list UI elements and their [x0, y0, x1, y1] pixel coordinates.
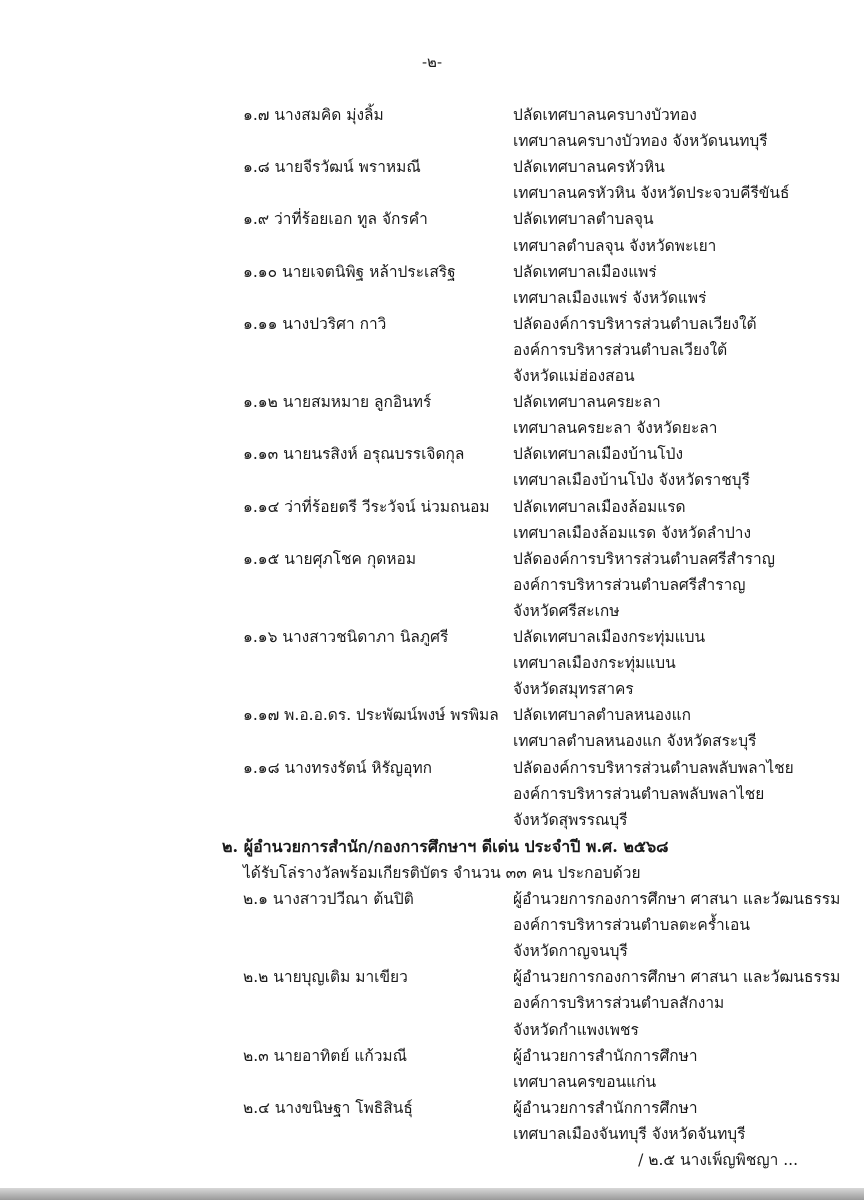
- entry-name: ๑.๑๗ พ.อ.อ.ดร. ประพัฒน์พงษ์ พรพิมล: [243, 706, 499, 725]
- entry-position-line: จังหวัดสุพรรณบุรี: [513, 810, 628, 829]
- entry-position-line: เทศบาลเมืองกระทุ่มแบน: [513, 654, 676, 673]
- entry-position-line: เทศบาลนครหัวหิน จังหวัดประจวบคีรีขันธ์: [513, 184, 790, 203]
- entry-position-line: องค์การบริหารส่วนตำบลเวียงใต้: [513, 340, 728, 359]
- entry-position-line: เทศบาลนครยะลา จังหวัดยะลา: [513, 419, 718, 438]
- entry-position-line: ผู้อำนวยการกองการศึกษา ศาสนา และวัฒนธรรม: [513, 890, 841, 908]
- entry-position-line: ปลัดเทศบาลตำบลจุน: [513, 210, 654, 229]
- entry-name: ๑.๘ นายจีรวัฒน์ พราหมณี: [243, 158, 421, 177]
- continuation-note: / ๒.๕ นางเพ็ญพิชญา ...: [638, 1151, 798, 1169]
- entry-position-line: เทศบาลตำบลหนองแก จังหวัดสระบุรี: [513, 732, 757, 751]
- entry-position-line: เทศบาลเมืองแพร่ จังหวัดแพร่: [513, 288, 707, 307]
- entry-position-line: ปลัดเทศบาลเมืองบ้านโป่ง: [513, 445, 684, 464]
- entry-name: ๒.๓ นายอาทิตย์ แก้วมณี: [243, 1046, 408, 1065]
- entry-name: ๑.๑๒ นายสมหมาย ลูกอินทร์: [243, 393, 432, 412]
- entry-position-line: ปลัดองค์การบริหารส่วนตำบลศรีสำราญ: [513, 549, 775, 568]
- entry-position-line: เทศบาลนครขอนแก่น: [513, 1072, 657, 1091]
- entry-name: ๑.๑๑ นางปวริศา กาวิ: [243, 314, 387, 333]
- entry-position-line: จังหวัดสมุทรสาคร: [513, 680, 634, 699]
- entry-position-line: เทศบาลนครบางบัวทอง จังหวัดนนทบุรี: [513, 132, 768, 151]
- entry-position-line: จังหวัดกำแพงเพชร: [513, 1020, 639, 1039]
- entry-name: ๑.๑๓ นายนรสิงห์ อรุณบรรเจิดกุล: [243, 445, 465, 464]
- entry-position-line: เทศบาลเมืองล้อมแรด จังหวัดลำปาง: [513, 523, 752, 542]
- entry-position-line: จังหวัดศรีสะเกษ: [513, 601, 620, 620]
- entry-position-line: องค์การบริหารส่วนตำบลตะคร้ำเอน: [513, 916, 750, 935]
- entry-name: ๑.๑๐ นายเจตนิพิฐ หล้าประเสริฐ: [243, 262, 456, 281]
- entry-position-line: ปลัดเทศบาลตำบลหนองแก: [513, 706, 691, 725]
- entry-position-line: องค์การบริหารส่วนตำบลศรีสำราญ: [513, 575, 746, 594]
- section-subtitle: ได้รับโล่รางวัลพร้อมเกียรติบัตร จำนวน ๓๓ คน ประกอบด้วย: [243, 863, 641, 882]
- entry-name: ๒.๔ นางขนิษฐา โพธิสินธุ์: [243, 1098, 413, 1117]
- entry-position-line: องค์การบริหารส่วนตำบลพลับพลาไชย: [513, 784, 765, 803]
- entry-position-line: ผู้อำนวยการสำนักการศึกษา: [513, 1046, 698, 1065]
- entry-position-line: ปลัดเทศบาลนครหัวหิน: [513, 158, 665, 177]
- entry-name: ๑.๑๖ นางสาวชนิดาภา นิลภูศรี: [243, 628, 449, 646]
- entry-name: ๑.๑๘ นางทรงรัตน์ หิรัญอุทก: [243, 758, 433, 777]
- entry-name: ๑.๙ ว่าที่ร้อยเอก ทูล จักรคำ: [243, 210, 428, 229]
- entry-name: ๑.๗ นางสมคิด มุ่งลิ้ม: [243, 106, 384, 124]
- entry-position-line: องค์การบริหารส่วนตำบลสักงาม: [513, 994, 725, 1013]
- entry-position-line: เทศบาลเมืองจันทบุรี จังหวัดจันทบุรี: [513, 1124, 746, 1143]
- entry-position-line: ปลัดเทศบาลเมืองกระทุ่มแบน: [513, 628, 706, 646]
- entry-position-line: ผู้อำนวยการสำนักการศึกษา: [513, 1098, 698, 1117]
- entry-position-line: ปลัดองค์การบริหารส่วนตำบลพลับพลาไชย: [513, 758, 794, 777]
- entry-position-line: ปลัดเทศบาลเมืองแพร่: [513, 262, 657, 281]
- entry-position-line: ผู้อำนวยการกองการศึกษา ศาสนา และวัฒนธรรม: [513, 968, 841, 987]
- entry-position-line: จังหวัดแม่ฮ่องสอน: [513, 367, 635, 385]
- entry-position-line: ปลัดเทศบาลนครยะลา: [513, 393, 661, 412]
- entry-position-line: จังหวัดกาญจนบุรี: [513, 942, 628, 961]
- entry-name: ๑.๑๕ นายศุภโชค กุดหอม: [243, 549, 417, 568]
- page-number: -๒-: [421, 53, 443, 71]
- entry-position-line: ปลัดเทศบาลเมืองล้อมแรด: [513, 497, 686, 516]
- section-heading: ๒. ผู้อำนวยการสำนัก/กองการศึกษาฯ ดีเด่น ประจำปี พ.ศ. ๒๕๖๘: [222, 836, 669, 856]
- entry-position-line: ปลัดเทศบาลนครบางบัวทอง: [513, 106, 697, 124]
- entry-name: ๑.๑๔ ว่าที่ร้อยตรี วีระวัจน์ น่วมถนอม: [243, 497, 490, 516]
- entry-name: ๒.๒ นายบุญเติม มาเขียว: [243, 968, 408, 987]
- scan-bottom-edge: [0, 1188, 864, 1200]
- entry-position-line: เทศบาลเมืองบ้านโป่ง จังหวัดราชบุรี: [513, 471, 750, 490]
- entry-position-line: ปลัดองค์การบริหารส่วนตำบลเวียงใต้: [513, 314, 757, 333]
- entry-name: ๒.๑ นางสาวปวีณา ต้นปิติ: [243, 890, 414, 908]
- entry-position-line: เทศบาลตำบลจุน จังหวัดพะเยา: [513, 236, 717, 255]
